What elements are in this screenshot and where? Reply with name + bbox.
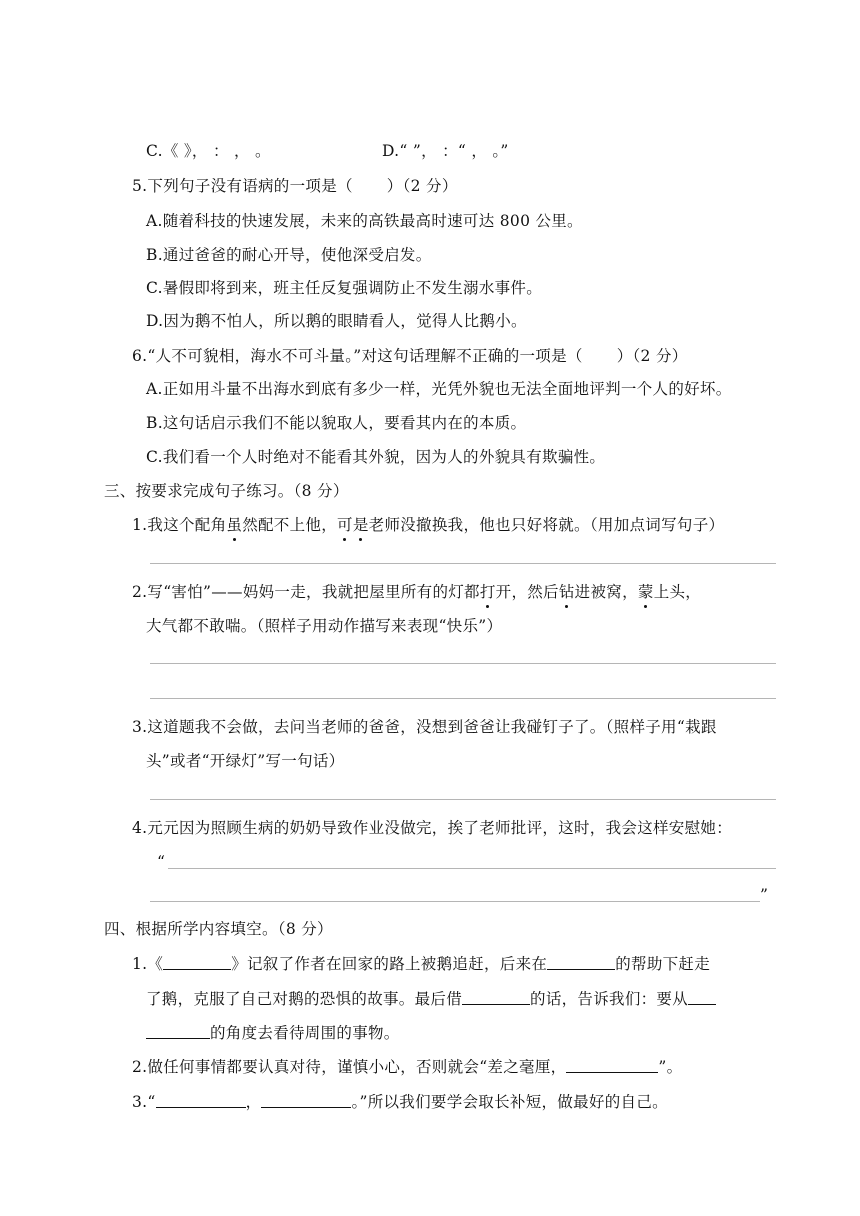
- emphasis-char: 是: [352, 516, 369, 534]
- emphasis-char: 虽: [226, 516, 243, 534]
- s3-q4-prompt: 4.元元因为照顾生病的奶奶导致作业没做完，挨了老师批评，这时，我会这样安慰她：: [132, 819, 732, 837]
- q4-option-d: D.“ ”， ：“ ， 。”: [382, 142, 509, 160]
- q5-option-b: B.通过爸爸的耐心开导，使他深受启发。: [146, 246, 432, 264]
- answer-line[interactable]: [150, 563, 776, 564]
- text-segment: 进被窝，: [574, 583, 638, 601]
- q5-stem: [132, 175, 458, 197]
- text-segment: 的帮助下赶走: [615, 955, 711, 973]
- text-segment: 老师没撤换我，他也只好将就。（用加点词写句子）: [368, 516, 725, 534]
- s3-q3-prompt-line2: 头”或者“开绿灯”写一句话）: [146, 752, 345, 770]
- s4-q3: [132, 1091, 668, 1113]
- emphasis-char: 可: [337, 516, 353, 534]
- answer-line[interactable]: [150, 799, 776, 800]
- fill-blank[interactable]: [462, 989, 530, 1005]
- text-segment: 3.“: [132, 1093, 156, 1111]
- text-segment: 开，然后: [495, 583, 559, 601]
- text-segment: 1.《: [132, 955, 164, 973]
- section-4-title: 四、根据所学内容填空。（8 分）: [104, 920, 333, 938]
- q6-option-b: B.这句话启示我们不能以貌取人，要看其内在的本质。: [146, 414, 527, 432]
- text-segment: ，: [245, 1093, 262, 1111]
- text-segment: 的话，告诉我们：要从: [530, 990, 689, 1008]
- q5-stem-text: 5.下列句子没有语病的一项是（: [132, 177, 353, 195]
- q5-option-d: D.因为鹅不怕人，所以鹅的眼睛看人，觉得人比鹅小。: [146, 312, 527, 330]
- fill-blank[interactable]: [688, 989, 716, 1005]
- text-segment: 然配不上他，: [242, 516, 338, 534]
- s3-q3-prompt: 3.这道题我不会做，去问当老师的爸爸，没想到爸爸让我碰钉子了。（照样子用“栽跟: [132, 718, 717, 736]
- fill-blank[interactable]: [163, 954, 231, 970]
- q4-option-c: C.《 》， ： ， 。: [146, 142, 271, 160]
- close-quote: ”: [760, 886, 769, 904]
- q6-option-c: C.我们看一个人时绝对不能看其外貌，因为人的外貌具有欺骗性。: [146, 448, 606, 466]
- answer-line[interactable]: [150, 663, 776, 664]
- text-segment: 的角度去看待周围的事物。: [210, 1024, 400, 1042]
- fill-blank[interactable]: [156, 1092, 246, 1108]
- q6-stem-text: 6.“人不可貌相，海水不可斗量。”对这句话理解不正确的一项是（: [132, 347, 583, 365]
- section-3-title: 三、按要求完成句子练习。（8 分）: [104, 482, 349, 500]
- s3-q2-prompt-line2: 大气都不敢喘。（照样子用动作描写来表现“快乐”）: [146, 617, 503, 635]
- q6-points: ）（2 分）: [616, 347, 688, 365]
- emphasis-char: 蒙: [637, 583, 654, 601]
- text-segment: 。”所以我们要学会取长补短，做最好的自己。: [351, 1093, 668, 1111]
- s4-q2: [132, 1056, 682, 1078]
- text-segment: 》记叙了作者在回家的路上被鹅追赶，后来在: [231, 955, 548, 973]
- text-segment: 1.我这个配角: [132, 516, 227, 534]
- s3-q2-prompt: [132, 581, 701, 603]
- open-quote: “: [157, 853, 166, 871]
- fill-blank[interactable]: [566, 1057, 658, 1073]
- answer-line[interactable]: [168, 868, 776, 869]
- text-segment: 上头，: [653, 583, 702, 601]
- s3-q1-prompt: [132, 514, 724, 536]
- fill-blank[interactable]: [547, 954, 615, 970]
- answer-line[interactable]: [150, 901, 760, 902]
- answer-line[interactable]: [150, 698, 776, 699]
- text-segment: ”。: [658, 1058, 683, 1076]
- q5-option-c: C.暑假即将到来，班主任反复强调防止不发生溺水事件。: [146, 279, 543, 297]
- s4-q1-line2: [146, 988, 716, 1010]
- s4-q1-line3: [146, 1022, 400, 1044]
- q5-option-a: A.随着科技的快速发展，未来的高铁最高时速可达 800 公里。: [146, 212, 583, 230]
- fill-blank[interactable]: [146, 1023, 210, 1039]
- text-segment: 了鹅，克服了自己对鹅的恐惧的故事。最后借: [146, 990, 463, 1008]
- q6-option-a: A.正如用斗量不出海水到底有多少一样，光凭外貌也无法全面地评判一个人的好坏。: [146, 380, 732, 398]
- emphasis-char: 钻: [558, 583, 575, 601]
- s4-q1-line1: [132, 953, 710, 975]
- text-segment: 2.做任何事情都要认真对待，谨慎小心，否则就会“差之毫厘，: [132, 1058, 567, 1076]
- text-segment: 2.写“害怕”——妈妈一走，我就把屋里所有的灯都: [132, 583, 480, 601]
- fill-blank[interactable]: [261, 1092, 351, 1108]
- q5-points: ）（2 分）: [386, 177, 458, 195]
- q6-stem: [132, 345, 688, 367]
- emphasis-char: 打: [479, 583, 496, 601]
